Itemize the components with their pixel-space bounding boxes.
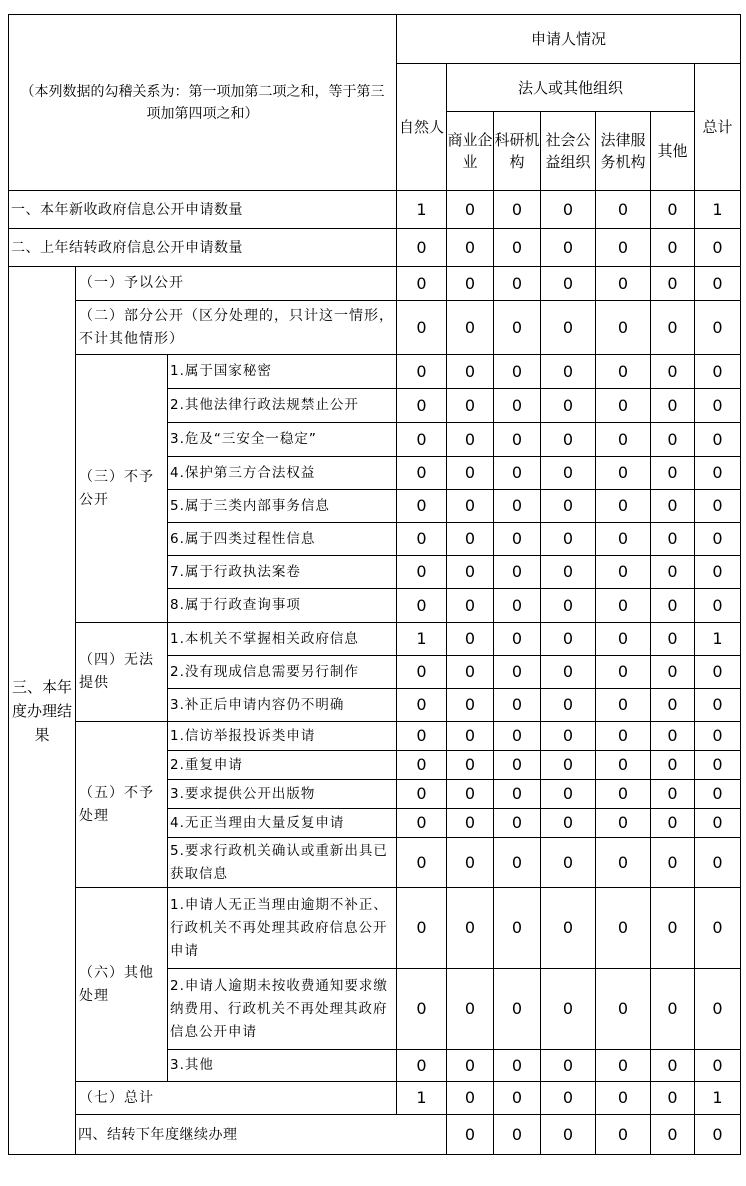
value-cell: 0 <box>494 751 541 780</box>
value-cell: 0 <box>447 751 494 780</box>
applicant-group-header: 申请人情况 <box>397 15 741 64</box>
value-cell: 0 <box>494 1082 541 1115</box>
value-cell: 0 <box>541 490 596 523</box>
value-cell: 0 <box>397 838 447 888</box>
value-cell: 0 <box>397 267 447 301</box>
value-cell: 0 <box>541 523 596 556</box>
value-cell: 0 <box>651 809 695 838</box>
value-cell: 0 <box>541 1050 596 1082</box>
value-cell: 0 <box>447 1082 494 1115</box>
value-cell: 0 <box>541 751 596 780</box>
value-cell: 0 <box>541 589 596 623</box>
value-cell: 0 <box>695 229 741 267</box>
value-cell: 0 <box>651 656 695 689</box>
value-cell: 0 <box>541 1082 596 1115</box>
value-cell: 0 <box>651 1082 695 1115</box>
table-row <box>9 191 741 229</box>
value-cell: 0 <box>695 267 741 301</box>
table-row <box>9 1082 741 1115</box>
value-cell: 0 <box>494 888 541 969</box>
commercial-header: 商业企业 <box>447 112 494 191</box>
value-cell: 0 <box>651 780 695 809</box>
value-cell: 0 <box>695 556 741 589</box>
value-cell: 0 <box>651 191 695 229</box>
social-header: 社会公益组织 <box>541 112 596 191</box>
value-cell: 0 <box>695 656 741 689</box>
value-cell: 0 <box>596 888 651 969</box>
value-cell: 0 <box>447 780 494 809</box>
section2-label: 二、上年结转政府信息公开申请数量 <box>9 229 397 267</box>
value-cell: 0 <box>447 589 494 623</box>
value-cell: 1 <box>397 623 447 656</box>
value-cell: 0 <box>494 191 541 229</box>
value-cell: 0 <box>695 838 741 888</box>
item-label: 1.信访举报投诉类申请 <box>168 722 397 751</box>
value-cell: 0 <box>397 751 447 780</box>
value-cell: 0 <box>494 623 541 656</box>
item-label: 3.要求提供公开出版物 <box>168 780 397 809</box>
value-cell: 0 <box>541 969 596 1050</box>
value-cell: 0 <box>695 355 741 389</box>
item-label: 1.属于国家秘密 <box>168 355 397 389</box>
item-label: 3.其他 <box>168 1050 397 1082</box>
value-cell: 0 <box>541 722 596 751</box>
item-label: 6.属于四类过程性信息 <box>168 523 397 556</box>
value-cell: 0 <box>494 301 541 355</box>
value-cell: 0 <box>596 780 651 809</box>
value-cell: 0 <box>596 838 651 888</box>
item-label: 1.申请人无正当理由逾期不补正、行政机关不再处理其政府信息公开申请 <box>168 888 397 969</box>
item-label: 3.补正后申请内容仍不明确 <box>168 689 397 722</box>
value-cell: 0 <box>447 389 494 423</box>
category-label: （四）无法提供 <box>76 623 168 722</box>
value-cell: 0 <box>596 623 651 656</box>
value-cell: 0 <box>596 969 651 1050</box>
value-cell: 0 <box>596 556 651 589</box>
value-cell: 0 <box>596 457 651 490</box>
value-cell: 0 <box>541 301 596 355</box>
value-cell: 0 <box>695 809 741 838</box>
research-header: 科研机构 <box>494 112 541 191</box>
value-cell: 0 <box>596 751 651 780</box>
item-label: 2.其他法律行政法规禁止公开 <box>168 389 397 423</box>
value-cell: 0 <box>397 490 447 523</box>
item-label: 2.重复申请 <box>168 751 397 780</box>
value-cell: 0 <box>397 556 447 589</box>
table-row <box>9 229 741 267</box>
value-cell: 0 <box>397 969 447 1050</box>
total-header: 总计 <box>695 64 741 191</box>
value-cell: 0 <box>541 423 596 457</box>
value-cell: 0 <box>494 556 541 589</box>
value-cell: 0 <box>397 780 447 809</box>
table-row <box>9 722 741 751</box>
value-cell: 0 <box>494 656 541 689</box>
value-cell: 0 <box>447 355 494 389</box>
value-cell: 0 <box>541 389 596 423</box>
value-cell: 0 <box>695 780 741 809</box>
value-cell: 0 <box>695 888 741 969</box>
value-cell: 0 <box>651 229 695 267</box>
value-cell: 0 <box>447 888 494 969</box>
value-cell: 0 <box>651 1115 695 1155</box>
value-cell: 0 <box>494 969 541 1050</box>
item-label: 2.没有现成信息需要另行制作 <box>168 656 397 689</box>
value-cell: 0 <box>397 689 447 722</box>
value-cell: 0 <box>447 301 494 355</box>
value-cell: 1 <box>397 1082 447 1115</box>
value-cell: 0 <box>541 457 596 490</box>
value-cell: 0 <box>596 389 651 423</box>
value-cell: 0 <box>541 689 596 722</box>
value-cell: 0 <box>651 1050 695 1082</box>
value-cell: 0 <box>596 656 651 689</box>
value-cell: 0 <box>541 355 596 389</box>
value-cell: 0 <box>447 809 494 838</box>
value-cell: 0 <box>695 751 741 780</box>
value-cell: 0 <box>695 589 741 623</box>
value-cell: 1 <box>695 191 741 229</box>
value-cell: 0 <box>494 355 541 389</box>
value-cell: 0 <box>397 355 447 389</box>
value-cell: 0 <box>447 267 494 301</box>
item-label: 8.属于行政查询事项 <box>168 589 397 623</box>
value-cell: 0 <box>447 229 494 267</box>
item-label: 7.属于行政执法案卷 <box>168 556 397 589</box>
value-cell: 0 <box>651 301 695 355</box>
value-cell: 0 <box>651 722 695 751</box>
value-cell: 0 <box>494 490 541 523</box>
table-row <box>9 301 741 355</box>
value-cell: 0 <box>447 423 494 457</box>
value-cell: 0 <box>651 267 695 301</box>
value-cell: 0 <box>651 751 695 780</box>
value-cell: 0 <box>695 423 741 457</box>
value-cell: 0 <box>651 888 695 969</box>
value-cell: 0 <box>494 589 541 623</box>
value-cell: 0 <box>494 423 541 457</box>
value-cell: 0 <box>651 457 695 490</box>
value-cell: 0 <box>447 523 494 556</box>
value-cell: 0 <box>494 722 541 751</box>
value-cell: 0 <box>447 556 494 589</box>
item-label: 4.保护第三方合法权益 <box>168 457 397 490</box>
value-cell: 0 <box>596 689 651 722</box>
legal-service-header: 法律服务机构 <box>596 112 651 191</box>
value-cell: 0 <box>651 389 695 423</box>
value-cell: 0 <box>651 838 695 888</box>
value-cell: 0 <box>494 780 541 809</box>
category-label: （三）不予公开 <box>76 355 168 623</box>
value-cell: 0 <box>596 1050 651 1082</box>
category-label: （六）其他处理 <box>76 888 168 1082</box>
value-cell: 0 <box>651 589 695 623</box>
item-label: 4.无正当理由大量反复申请 <box>168 809 397 838</box>
value-cell: 0 <box>447 457 494 490</box>
value-cell: 0 <box>494 1115 541 1155</box>
disclosure-table <box>8 14 741 1155</box>
value-cell: 0 <box>541 191 596 229</box>
value-cell: 0 <box>596 423 651 457</box>
value-cell: 0 <box>397 457 447 490</box>
other-header: 其他 <box>651 112 695 191</box>
value-cell: 0 <box>596 301 651 355</box>
value-cell: 0 <box>651 969 695 1050</box>
header-note: （本列数据的勾稽关系为：第一项加第二项之和，等于第三项加第四项之和） <box>9 15 397 191</box>
value-cell: 0 <box>541 809 596 838</box>
value-cell: 0 <box>695 523 741 556</box>
value-cell: 0 <box>397 589 447 623</box>
value-cell: 0 <box>447 1115 494 1155</box>
table-row <box>9 1115 741 1155</box>
value-cell: 0 <box>541 229 596 267</box>
value-cell: 0 <box>596 809 651 838</box>
value-cell: 0 <box>494 838 541 888</box>
category-label: （五）不予处理 <box>76 722 168 888</box>
value-cell: 1 <box>695 1082 741 1115</box>
value-cell: 0 <box>695 969 741 1050</box>
value-cell: 0 <box>447 838 494 888</box>
value-cell: 0 <box>397 301 447 355</box>
value-cell: 0 <box>596 589 651 623</box>
value-cell: 0 <box>397 389 447 423</box>
value-cell: 0 <box>596 267 651 301</box>
value-cell: 0 <box>447 623 494 656</box>
value-cell: 0 <box>596 1115 651 1155</box>
item-label: 1.本机关不掌握相关政府信息 <box>168 623 397 656</box>
value-cell: 0 <box>447 722 494 751</box>
value-cell: 0 <box>447 656 494 689</box>
value-cell: 0 <box>651 423 695 457</box>
value-cell: 0 <box>494 229 541 267</box>
section4-label: 四、结转下年度继续办理 <box>76 1115 447 1155</box>
value-cell: 0 <box>596 523 651 556</box>
value-cell: 0 <box>397 1050 447 1082</box>
value-cell: 1 <box>397 191 447 229</box>
value-cell: 0 <box>695 389 741 423</box>
value-cell: 0 <box>695 1050 741 1082</box>
value-cell: 0 <box>541 838 596 888</box>
value-cell: 0 <box>494 1050 541 1082</box>
value-cell: 0 <box>651 556 695 589</box>
value-cell: 0 <box>447 689 494 722</box>
value-cell: 0 <box>541 780 596 809</box>
value-cell: 0 <box>447 191 494 229</box>
value-cell: 0 <box>494 389 541 423</box>
value-cell: 0 <box>596 722 651 751</box>
value-cell: 0 <box>541 556 596 589</box>
value-cell: 0 <box>397 809 447 838</box>
value-cell: 0 <box>596 191 651 229</box>
item-label: 5.属于三类内部事务信息 <box>168 490 397 523</box>
value-cell: 0 <box>447 969 494 1050</box>
value-cell: 0 <box>541 888 596 969</box>
category-label: （七）总计 <box>76 1082 397 1115</box>
value-cell: 0 <box>541 656 596 689</box>
value-cell: 0 <box>541 267 596 301</box>
value-cell: 0 <box>695 1115 741 1155</box>
value-cell: 0 <box>397 888 447 969</box>
table-row <box>9 355 741 389</box>
value-cell: 0 <box>494 523 541 556</box>
value-cell: 0 <box>651 623 695 656</box>
section3-label: 三、本年度办理结果 <box>9 267 76 1155</box>
value-cell: 0 <box>651 355 695 389</box>
item-label: 2.申请人逾期未按收费通知要求缴纳费用、行政机关不再处理其政府信息公开申请 <box>168 969 397 1050</box>
value-cell: 0 <box>494 267 541 301</box>
value-cell: 0 <box>596 229 651 267</box>
item-label: 5.要求行政机关确认或重新出具已获取信息 <box>168 838 397 888</box>
value-cell: 0 <box>596 355 651 389</box>
value-cell: 0 <box>447 1050 494 1082</box>
value-cell: 0 <box>541 1115 596 1155</box>
natural-person-header: 自然人 <box>397 64 447 191</box>
value-cell: 0 <box>397 423 447 457</box>
item-label: 3.危及“三安全一稳定” <box>168 423 397 457</box>
value-cell: 0 <box>651 689 695 722</box>
value-cell: 0 <box>541 623 596 656</box>
value-cell: 0 <box>397 523 447 556</box>
value-cell: 0 <box>447 490 494 523</box>
value-cell: 0 <box>397 722 447 751</box>
value-cell: 0 <box>695 457 741 490</box>
table-row <box>9 888 741 969</box>
value-cell: 0 <box>596 1082 651 1115</box>
value-cell: 0 <box>695 722 741 751</box>
section1-label: 一、本年新收政府信息公开申请数量 <box>9 191 397 229</box>
value-cell: 0 <box>651 523 695 556</box>
table-row <box>9 267 741 301</box>
value-cell: 0 <box>695 490 741 523</box>
value-cell: 0 <box>695 689 741 722</box>
value-cell: 0 <box>651 490 695 523</box>
value-cell: 0 <box>596 490 651 523</box>
value-cell: 0 <box>494 457 541 490</box>
value-cell: 0 <box>494 689 541 722</box>
category-label: （一）予以公开 <box>76 267 397 301</box>
value-cell: 0 <box>397 229 447 267</box>
value-cell: 0 <box>397 656 447 689</box>
table-row <box>9 623 741 656</box>
value-cell: 1 <box>695 623 741 656</box>
value-cell: 0 <box>494 809 541 838</box>
value-cell: 0 <box>695 301 741 355</box>
category-label: （二）部分公开（区分处理的，只计这一情形，不计其他情形） <box>76 301 397 355</box>
legal-group-header: 法人或其他组织 <box>447 64 695 112</box>
